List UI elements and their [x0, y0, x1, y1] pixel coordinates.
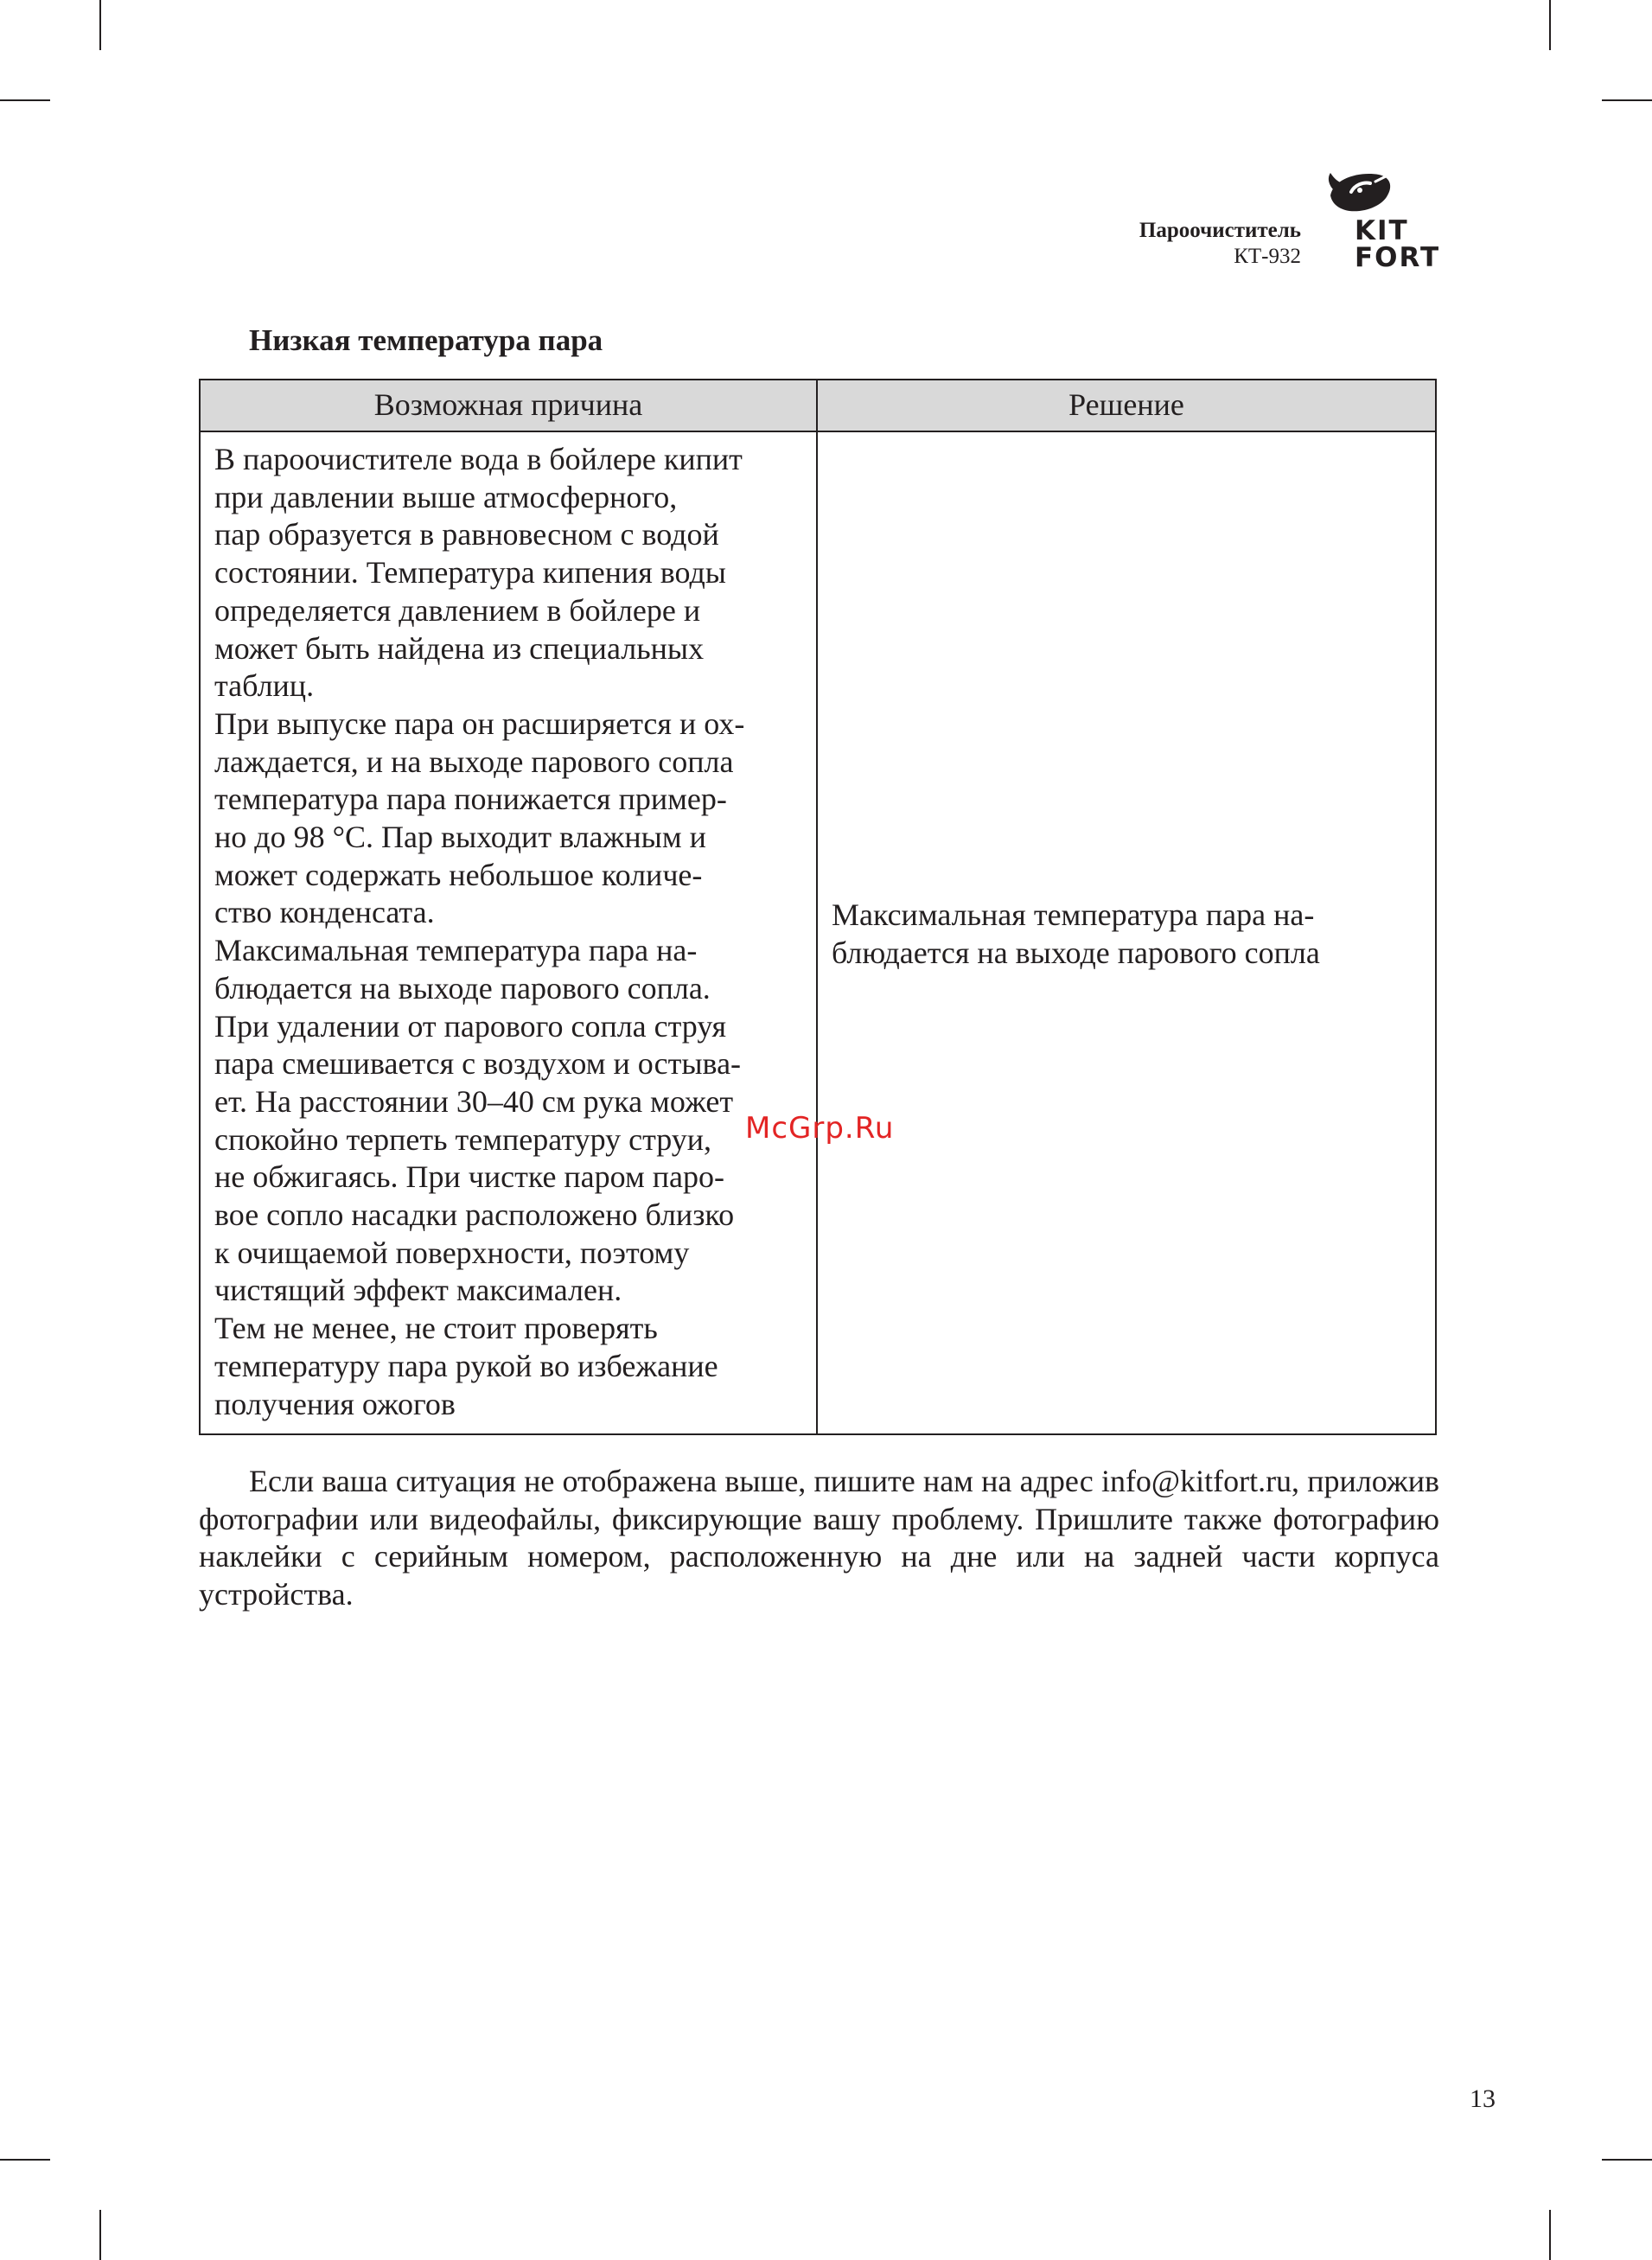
solution-cell [817, 431, 1436, 1434]
crop-mark [99, 2210, 101, 2260]
solution-line: блюдается на выходе парового сопла [832, 935, 1320, 970]
cause-line: но до 98 °С. Пар выходит влажным и [214, 820, 706, 855]
table-row [200, 431, 1436, 1434]
cause-line: к очищаемой поверхности, поэтому [214, 1235, 690, 1270]
cause-line: вое сопло насадки расположено близко [214, 1197, 735, 1233]
watermark: McGrp.Ru [745, 1111, 895, 1146]
cause-line: температуру пара рукой во избежание [214, 1348, 718, 1383]
cause-line: лаждается, и на выходе парового сопла [214, 744, 734, 779]
cause-line: определяется давлением в бойлере и [214, 592, 701, 628]
kitfort-logo [1325, 169, 1441, 273]
crop-mark [0, 2159, 50, 2161]
contact-note: Если ваша ситуация не отображена выше, пишите нам на адрес info@kitfort.ru, приложив фотографии или видеофайлы, фиксирующие вашу проблему. Пришлите также фотографию наклейки с серийным номером, расположенную на дне или на задней части корпуса устройства. [199, 1464, 1439, 1612]
cause-line: получения ожогов [214, 1386, 456, 1421]
cause-line: ство конденсата. [214, 895, 435, 930]
logo-text: KIT FORT [1355, 215, 1441, 273]
cause-line: состоянии. Температура кипения воды [214, 555, 726, 591]
column-header-cause: Возможная причина [200, 380, 817, 431]
cause-line: при давлении выше атмосферного, [214, 479, 678, 514]
cause-line: спокойно терпеть температуру струи, [214, 1121, 712, 1157]
cause-line: В пароочистителе вода в бойлере кипит [214, 442, 743, 476]
cause-line: пара смешивается с воздухом и остыва- [214, 1046, 742, 1082]
page-header [1139, 218, 1301, 270]
product-name: Пароочиститель [1139, 219, 1301, 242]
crop-mark [0, 99, 50, 101]
crop-mark [1549, 2210, 1551, 2260]
crop-mark [1602, 99, 1652, 101]
column-header-solution: Решение [817, 380, 1436, 431]
whale-icon [1325, 169, 1394, 220]
cause-line: пар образуется в равновесном с водой [214, 517, 719, 552]
cause-line: При удалении от парового сопла струя [214, 1008, 726, 1044]
page-number: 13 [1470, 2084, 1496, 2113]
cause-line: Максимальная температура пара на- [214, 933, 698, 968]
cause-line: может содержать небольшое количе- [214, 857, 703, 892]
cause-line: таблиц. [214, 668, 315, 704]
cause-line: температура пара понижается пример- [214, 782, 727, 817]
cause-line: ет. На расстоянии 30–40 см рука может [214, 1083, 734, 1119]
table-header-row [200, 380, 1436, 431]
product-model: КТ-932 [1234, 245, 1301, 268]
cause-cell [200, 431, 817, 1434]
cause-line: При выпуске пара он расширяется и ох- [214, 705, 745, 741]
cause-line: блюдается на выходе парового сопла. [214, 970, 711, 1006]
cause-line: может быть найдена из специальных [214, 630, 705, 666]
cause-line: Тем не менее, не стоит проверять [214, 1311, 658, 1346]
solution-line: Максимальная температура пара на- [832, 897, 1315, 933]
crop-mark [99, 0, 101, 50]
troubleshooting-table [199, 379, 1437, 1435]
section-title: Низкая температура пара [249, 323, 603, 357]
cause-line: не обжигаясь. При чистке паром паро- [214, 1159, 724, 1195]
cause-line: чистящий эффект максимален. [214, 1273, 622, 1308]
crop-mark [1602, 2159, 1652, 2161]
crop-mark [1549, 0, 1551, 50]
